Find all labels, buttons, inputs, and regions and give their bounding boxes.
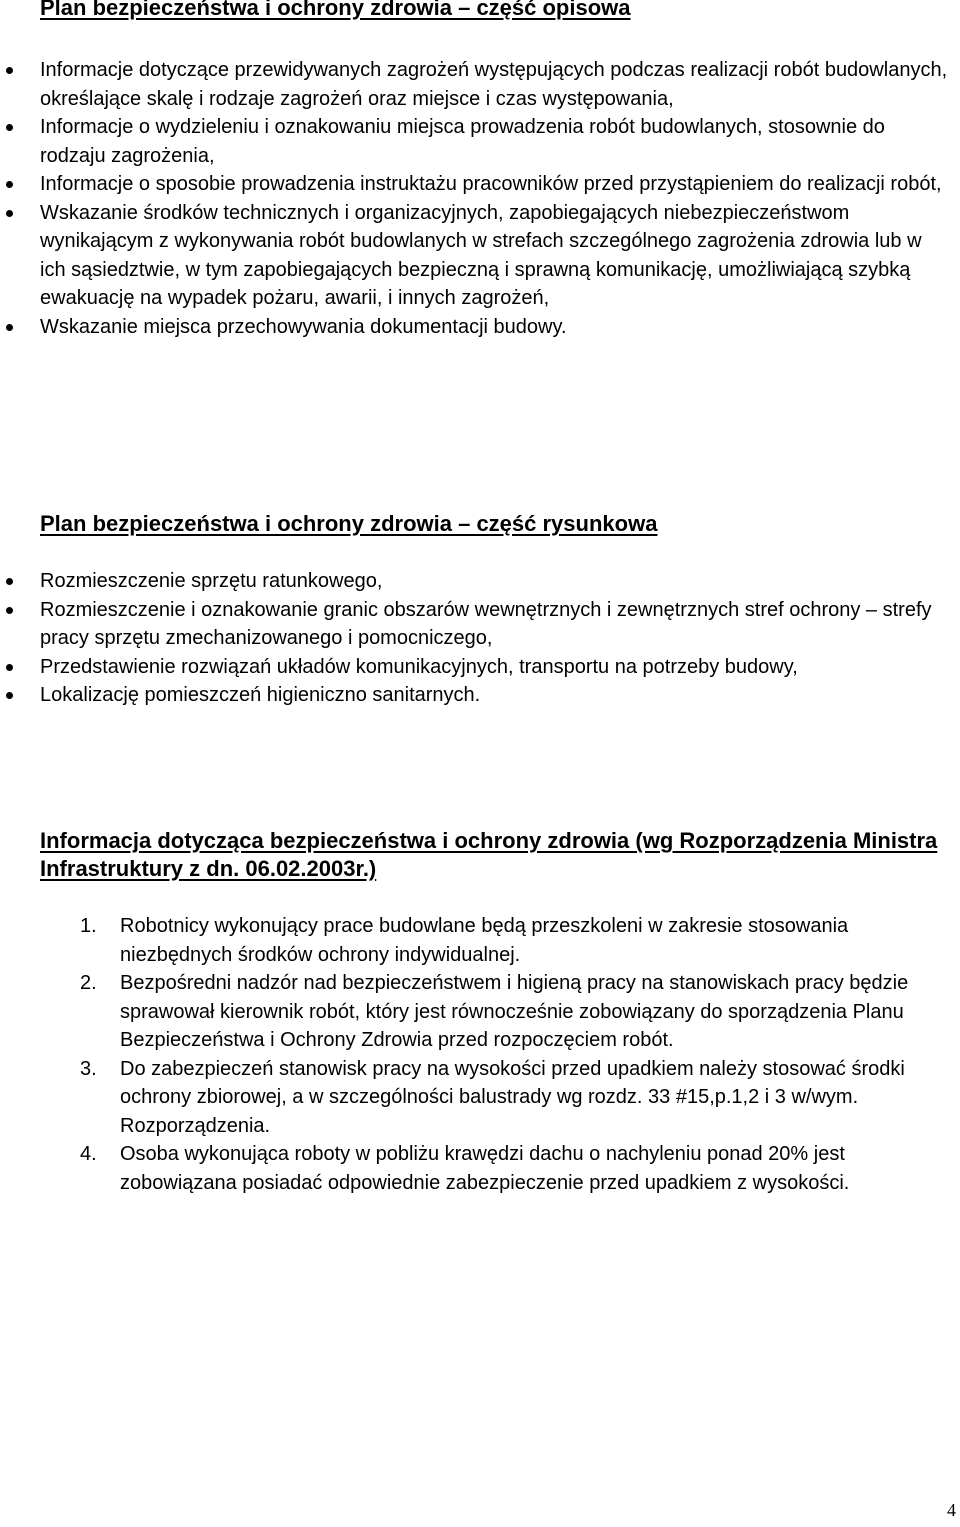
list-item-text: Przedstawienie rozwiązań układów komunikacyjnych, transportu na potrzeby budowy,	[40, 655, 798, 678]
list-item-text: Informacje o wydzieleniu i oznakowaniu miejsca prowadzenia robót budowlanych, stosownie do rodzaju zagrożenia,	[40, 116, 885, 167]
list-item	[0, 653, 950, 682]
drawings-bullet-list	[0, 567, 950, 710]
list-item	[0, 113, 950, 170]
section-heading-safety-information: Informacja dotycząca bezpieczeństwa i ochrony zdrowia (wg Rozporządzenia Ministra Infrastruktury z dn. 06.02.2003r.)	[40, 828, 938, 881]
safety-numbered-list	[0, 912, 960, 1197]
bullet-icon	[6, 210, 13, 217]
bullet-icon	[6, 67, 13, 74]
list-item-text: Rozmieszczenie sprzętu ratunkowego,	[40, 570, 383, 592]
list-item-text: Wskazanie środków technicznych i organizacyjnych, zapobiegających niebezpieczeństwom wynikającym z wykonywania robót budowlanych w strefach szczególnego zagrożenia zdrowia lub w ich sąsiedztwie, w tym zapobiegających bezpieczną i sprawną komunikację, umożliwiającą szybką ewakuację na wypadek pożaru, awarii, i innych zagrożeń,	[40, 201, 922, 309]
list-item-text: Robotnicy wykonujący prace budowlane będą przeszkoleni w zakresie stosowania niezbędnych środków ochrony indywidualnej.	[120, 915, 849, 966]
list-item	[0, 912, 960, 969]
list-item-text: Bezpośredni nadzór nad bezpieczeństwem i higieną pracy na stanowiskach pracy będzie sprawował kierownik robót, który jest równocześnie zobowiązany do sporządzenia Planu Bezpieczeństwa i Ochrony Zdrowia przed rozpoczęciem robót.	[120, 972, 909, 1051]
list-item-number: 2.	[80, 972, 97, 994]
list-item	[0, 681, 950, 710]
section-heading-drawings: Plan bezpieczeństwa i ochrony zdrowia – część rysunkowa	[40, 511, 658, 536]
list-item-text: Do zabezpieczeń stanowisk pracy na wysokości przed upadkiem należy stosować środki ochrony zbiorowej, a w szczególności balustrady wg rozdz. 33 #15,p.1,2 i 3 w/wym. Rozporządzenia.	[120, 1057, 905, 1137]
list-item	[0, 1140, 960, 1197]
bullet-icon	[6, 607, 13, 614]
bullet-icon	[6, 664, 13, 671]
list-item	[0, 313, 950, 342]
list-item-text: Lokalizację pomieszczeń higieniczno sanitarnych.	[40, 684, 481, 706]
list-item	[0, 969, 960, 1055]
section-heading-descriptive: Plan bezpieczeństwa i ochrony zdrowia – część opisowa	[40, 0, 631, 20]
bullet-icon	[6, 692, 13, 699]
list-item-text: Osoba wykonująca roboty w pobliżu krawędzi dachu o nachyleniu ponad 20% jest zobowiązana posiadać odpowiednie zabezpieczenie przed upadkiem z wysokości.	[120, 1143, 850, 1194]
list-item	[0, 170, 950, 199]
list-item-number: 3.	[80, 1057, 97, 1080]
list-item-text: Informacje dotyczące przewidywanych zagrożeń występujących podczas realizacji robót budowlanych, określające skalę i rodzaje zagrożeń oraz miejsce i czas występowania,	[40, 59, 948, 110]
bullet-icon	[6, 578, 13, 585]
bullet-icon	[6, 181, 13, 188]
list-item-number: 1.	[80, 915, 97, 937]
descriptive-bullet-list	[0, 56, 950, 341]
list-item	[0, 1055, 960, 1141]
list-item	[0, 596, 950, 653]
bullet-icon	[6, 124, 13, 131]
list-item	[0, 199, 950, 313]
list-item	[0, 567, 950, 596]
list-item-text: Wskazanie miejsca przechowywania dokumentacji budowy.	[40, 315, 567, 338]
list-item-text: Rozmieszczenie i oznakowanie granic obszarów wewnętrznych i zewnętrznych stref ochrony – strefy pracy sprzętu zmechanizowanego i pomocniczego,	[40, 598, 932, 649]
list-item	[0, 56, 950, 113]
page-number: 4	[947, 1500, 956, 1520]
list-item-text: Informacje o sposobie prowadzenia instruktażu pracowników przed przystąpieniem do realizacji robót,	[40, 173, 942, 195]
list-item-number: 4.	[80, 1143, 97, 1165]
bullet-icon	[6, 324, 13, 331]
